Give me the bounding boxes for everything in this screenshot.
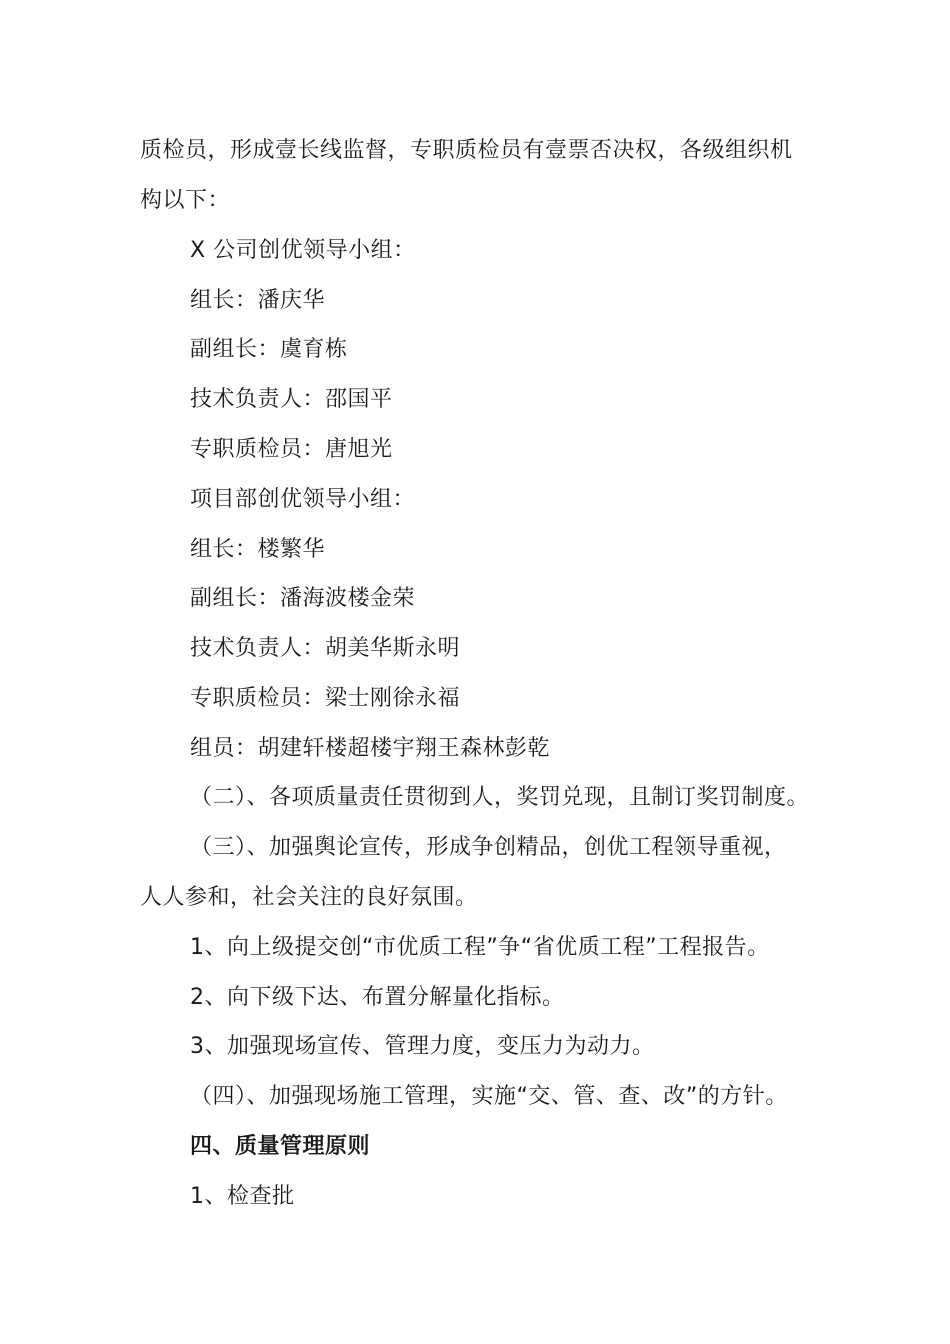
paragraph-line: （二）、各项质量责任贯彻到人，奖罚兑现，且制订奖罚制度。 [190,785,810,810]
paragraph-line: 人人参和，社会关注的良好氛围。 [140,885,478,910]
paragraph-line: 1、向上级提交创“市优质工程”争“省优质工程”工程报告。 [190,935,770,960]
paragraph-line: 3、加强现场宣传、管理力度，变压力为动力。 [190,1034,655,1059]
paragraph-line: 构以下： [140,188,231,213]
paragraph-line: 专职质检员：唐旭光 [190,437,393,462]
paragraph-line: 技术负责人：胡美华斯永明 [190,636,461,661]
paragraph-line: 专职质检员：梁士刚徐永福 [190,686,461,711]
paragraph-line: 项目部创优领导小组： [190,487,416,512]
paragraph-line: （三）、加强舆论宣传，形成争创精品，创优工程领导重视， [190,835,787,860]
paragraph-line: 1、检查批 [190,1184,295,1209]
paragraph-line: 副组长：虞育栋 [190,337,348,362]
section-heading: 四、质量管理原则 [190,1134,371,1159]
paragraph-line: 2、向下级下达、布置分解量化指标。 [190,985,565,1010]
paragraph-line: 技术负责人：邵国平 [190,387,393,412]
paragraph-line: 组长：潘庆华 [190,288,326,313]
paragraph-line: 组长：楼繁华 [190,537,326,562]
paragraph-line: （四）、加强现场施工管理，实施“交、管、查、改”的方针。 [190,1084,788,1109]
paragraph-line: 质检员，形成壹长线监督，专职质检员有壹票否决权，各级组织机 [140,138,793,163]
paragraph-line: 副组长：潘海波楼金荣 [190,586,416,611]
paragraph-line: X 公司创优领导小组： [190,238,416,263]
paragraph-line: 组员：胡建轩楼超楼宇翔王森林彭乾 [190,736,551,761]
